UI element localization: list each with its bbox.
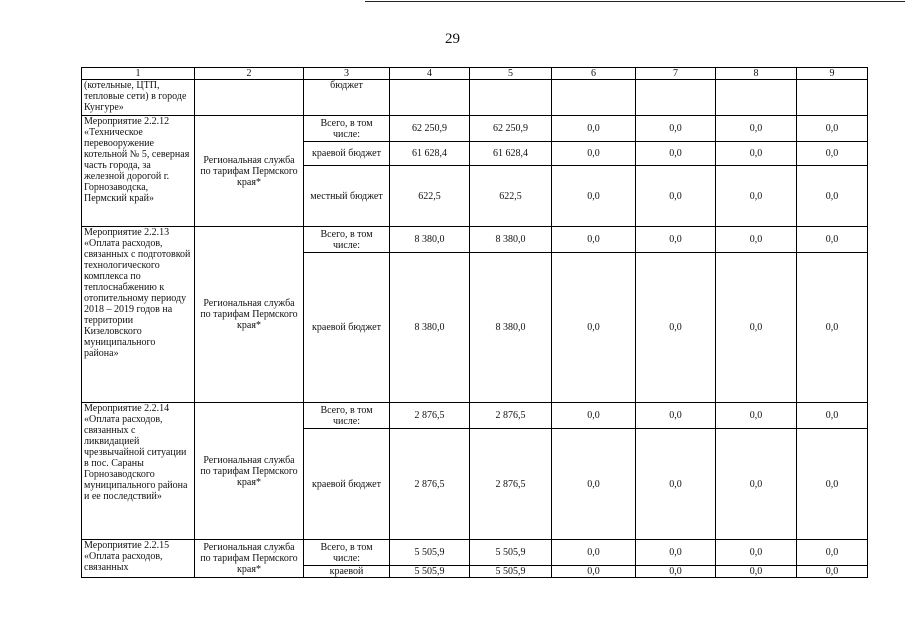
value-cell: 0,0 [552, 566, 636, 578]
table-row [82, 80, 868, 116]
col-header: 6 [552, 68, 636, 80]
table-row [82, 116, 868, 142]
funding-source-cell: местный бюджет [304, 166, 390, 227]
col-header: 8 [716, 68, 797, 80]
col-header: 2 [195, 68, 304, 80]
value-cell: 0,0 [716, 566, 797, 578]
value-cell: 0,0 [636, 116, 716, 142]
value-cell: 0,0 [716, 142, 797, 166]
funding-source-cell: бюджет [304, 80, 390, 116]
value-cell: 8 380,0 [390, 253, 470, 403]
value-cell: 8 380,0 [390, 227, 470, 253]
value-cell: 0,0 [552, 166, 636, 227]
value-cell: 5 505,9 [390, 540, 470, 566]
value-cell: 0,0 [716, 429, 797, 540]
event-cell: (котельные, ЦТП, тепловые сети) в городе Кунгуре» [82, 80, 195, 116]
value-cell: 0,0 [552, 227, 636, 253]
value-cell: 0,0 [716, 227, 797, 253]
funding-source-cell: Всего, в том числе: [304, 116, 390, 142]
funding-source-cell: краевой бюджет [304, 142, 390, 166]
value-cell: 2 876,5 [390, 403, 470, 429]
col-header: 3 [304, 68, 390, 80]
value-cell: 0,0 [636, 253, 716, 403]
funding-source-cell: краевой [304, 566, 390, 578]
funding-source-cell: Всего, в том числе: [304, 227, 390, 253]
value-cell: 0,0 [797, 166, 868, 227]
value-cell: 0,0 [552, 403, 636, 429]
table-row [82, 403, 868, 429]
value-cell: 0,0 [636, 403, 716, 429]
table-row [82, 540, 868, 566]
table-row [82, 227, 868, 253]
value-cell: 0,0 [716, 253, 797, 403]
value-cell: 0,0 [636, 227, 716, 253]
value-cell: 0,0 [716, 403, 797, 429]
value-cell: 0,0 [636, 142, 716, 166]
value-cell: 0,0 [797, 540, 868, 566]
col-header: 7 [636, 68, 716, 80]
value-cell [797, 80, 868, 116]
value-cell: 5 505,9 [390, 566, 470, 578]
col-header: 5 [470, 68, 552, 80]
value-cell: 0,0 [636, 540, 716, 566]
value-cell: 0,0 [716, 540, 797, 566]
value-cell: 0,0 [797, 253, 868, 403]
funding-source-cell: Всего, в том числе: [304, 403, 390, 429]
funding-source-cell: краевой бюджет [304, 429, 390, 540]
value-cell: 61 628,4 [470, 142, 552, 166]
budget-table [81, 67, 868, 578]
value-cell: 0,0 [797, 429, 868, 540]
value-cell: 2 876,5 [470, 403, 552, 429]
value-cell [552, 80, 636, 116]
value-cell: 0,0 [797, 116, 868, 142]
col-header: 1 [82, 68, 195, 80]
value-cell: 0,0 [797, 142, 868, 166]
value-cell: 0,0 [797, 227, 868, 253]
event-cell: Мероприятие 2.2.15 «Оплата расходов, связанных [82, 540, 195, 578]
value-cell: 0,0 [636, 166, 716, 227]
value-cell: 5 505,9 [470, 540, 552, 566]
page-number: 29 [445, 31, 460, 47]
value-cell: 0,0 [552, 253, 636, 403]
value-cell: 5 505,9 [470, 566, 552, 578]
value-cell: 0,0 [552, 429, 636, 540]
value-cell: 2 876,5 [390, 429, 470, 540]
executor-cell: Региональная служба по тарифам Пермского края* [195, 116, 304, 227]
value-cell [716, 80, 797, 116]
column-number-row [82, 68, 868, 80]
executor-cell: Региональная служба по тарифам Пермского края* [195, 540, 304, 578]
value-cell: 62 250,9 [390, 116, 470, 142]
executor-cell: Региональная служба по тарифам Пермского края* [195, 403, 304, 540]
value-cell: 8 380,0 [470, 253, 552, 403]
value-cell: 0,0 [636, 429, 716, 540]
value-cell: 622,5 [470, 166, 552, 227]
value-cell: 0,0 [716, 116, 797, 142]
value-cell: 62 250,9 [470, 116, 552, 142]
value-cell: 61 628,4 [390, 142, 470, 166]
value-cell [636, 80, 716, 116]
value-cell: 0,0 [552, 142, 636, 166]
value-cell: 0,0 [552, 540, 636, 566]
value-cell: 622,5 [390, 166, 470, 227]
event-cell: Мероприятие 2.2.12 «Техническое перевооружение котельной № 5, северная часть города, за железной дорогой г. Горнозаводска, Пермский край» [82, 116, 195, 227]
col-header: 9 [797, 68, 868, 80]
funding-source-cell: краевой бюджет [304, 253, 390, 403]
event-cell: Мероприятие 2.2.13 «Оплата расходов, связанных с подготовкой технологического комплекса по теплоснабжению к отопительному периоду 2018 – 2019 годов на территории Кизеловского муниципального района» [82, 227, 195, 403]
event-cell: Мероприятие 2.2.14 «Оплата расходов, связанных с ликвидацией чрезвычайной ситуации в пос. Сараны Горнозаводского муниципального района и ее последствий» [82, 403, 195, 540]
value-cell: 0,0 [797, 403, 868, 429]
value-cell: 0,0 [797, 566, 868, 578]
col-header: 4 [390, 68, 470, 80]
value-cell: 0,0 [716, 166, 797, 227]
value-cell [470, 80, 552, 116]
value-cell: 8 380,0 [470, 227, 552, 253]
funding-source-cell: Всего, в том числе: [304, 540, 390, 566]
executor-cell: Региональная служба по тарифам Пермского края* [195, 227, 304, 403]
page-top-rule [365, 1, 905, 2]
value-cell: 2 876,5 [470, 429, 552, 540]
value-cell: 0,0 [636, 566, 716, 578]
executor-cell [195, 80, 304, 116]
value-cell [390, 80, 470, 116]
value-cell: 0,0 [552, 116, 636, 142]
